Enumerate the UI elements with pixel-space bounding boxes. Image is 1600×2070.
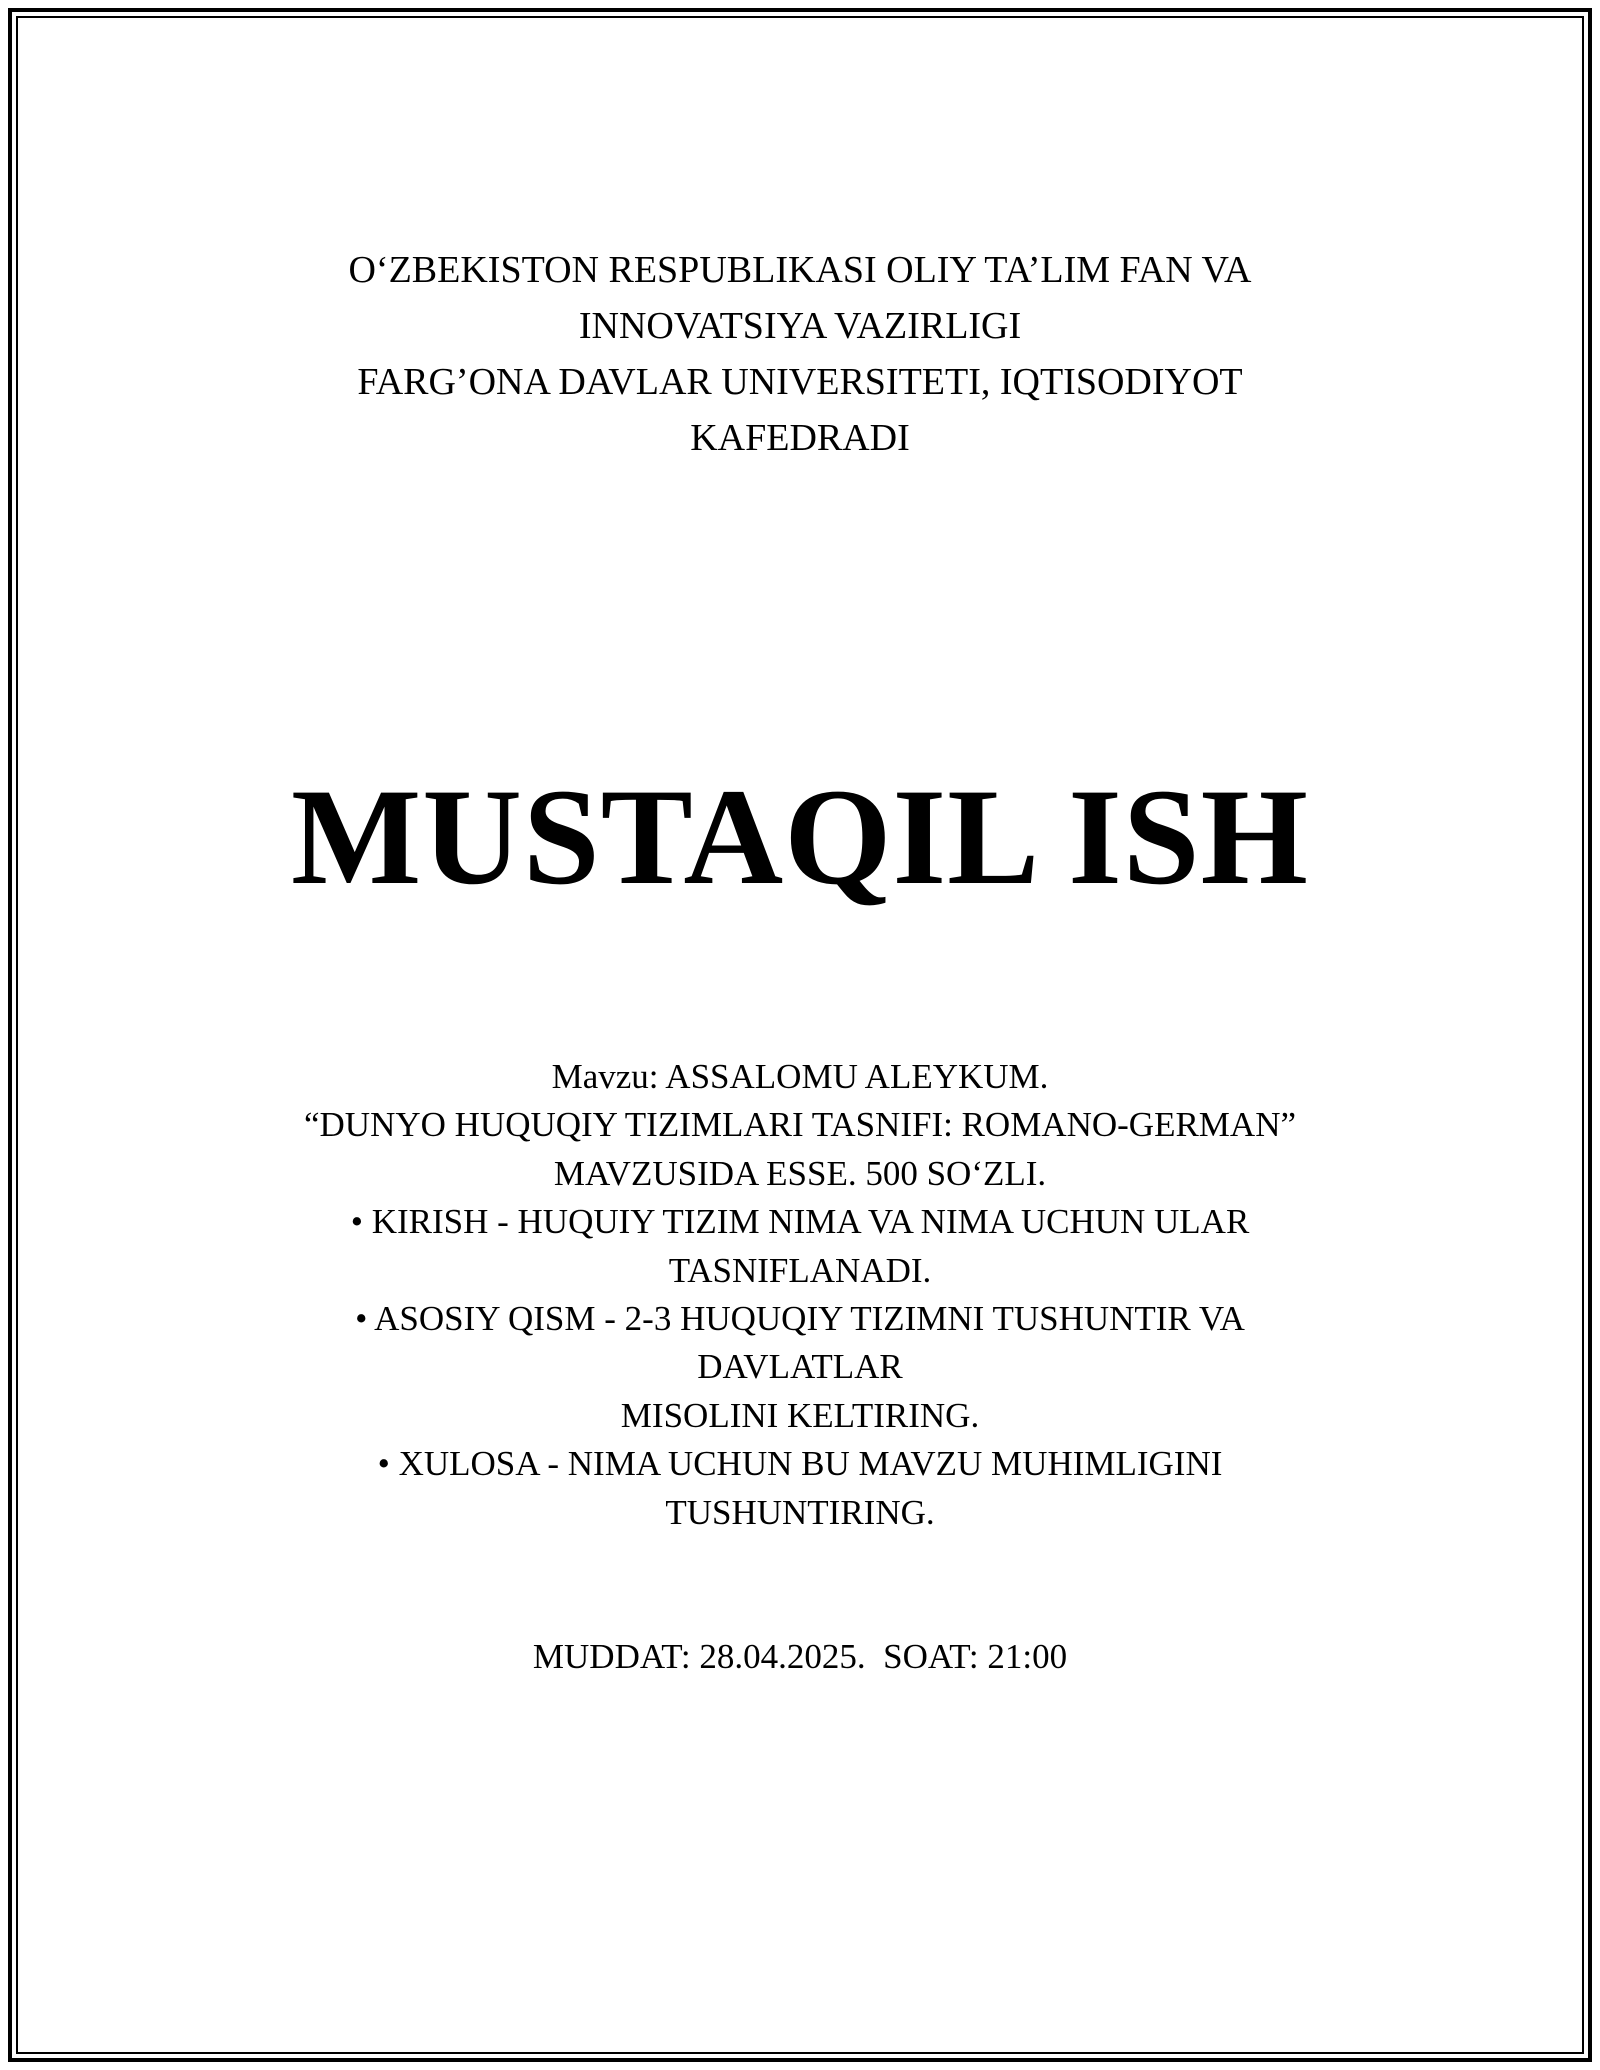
topic-line: TUSHUNTIRING. — [665, 1492, 935, 1532]
topic-block — [200, 1053, 1400, 1537]
topic-line: MAVZUSIDA ESSE. 500 SO‘ZLI. — [553, 1153, 1047, 1193]
topic-line: MISOLINI KELTIRING. — [620, 1395, 980, 1435]
topic-line: DAVLATLAR — [697, 1347, 903, 1387]
topic-line: “DUNYO HUQUQIY TIZIMLARI TASNIFI: ROMANO-GERMAN” — [303, 1105, 1297, 1145]
header-line-ministry-1: O‘ZBEKISTON RESPUBLIKASI OLIY TA’LIM FAN VA — [348, 249, 1252, 291]
topic-bullet-main: • ASOSIY QISM - 2-3 HUQUQIY TIZIMNI TUSHUNTIR VA — [355, 1299, 1245, 1339]
topic-line: Mavzu: ASSALOMU ALEYKUM. — [551, 1057, 1049, 1096]
header-line-university: FARG’ONA DAVLAR UNIVERSITETI, IQTISODIYOT — [357, 361, 1243, 403]
deadline-text: MUDDAT: 28.04.2025. SOAT: 21:00 — [532, 1637, 1068, 1676]
topic-bullet-conclusion: • XULOSA - NIMA UCHUN BU MAVZU MUHIMLIGINI — [377, 1444, 1223, 1484]
document-title: MUSTAQIL ISH — [291, 760, 1309, 913]
header-line-department: KAFEDRADI — [690, 417, 910, 459]
topic-line: TASNIFLANADI. — [668, 1250, 932, 1290]
topic-bullet-intro: • KIRISH - HUQUIY TIZIM NIMA VA NIMA UCHUN ULAR — [350, 1202, 1250, 1242]
header-line-ministry-2: INNOVATSIYA VAZIRLIGI — [578, 305, 1022, 347]
institution-header — [200, 242, 1400, 466]
